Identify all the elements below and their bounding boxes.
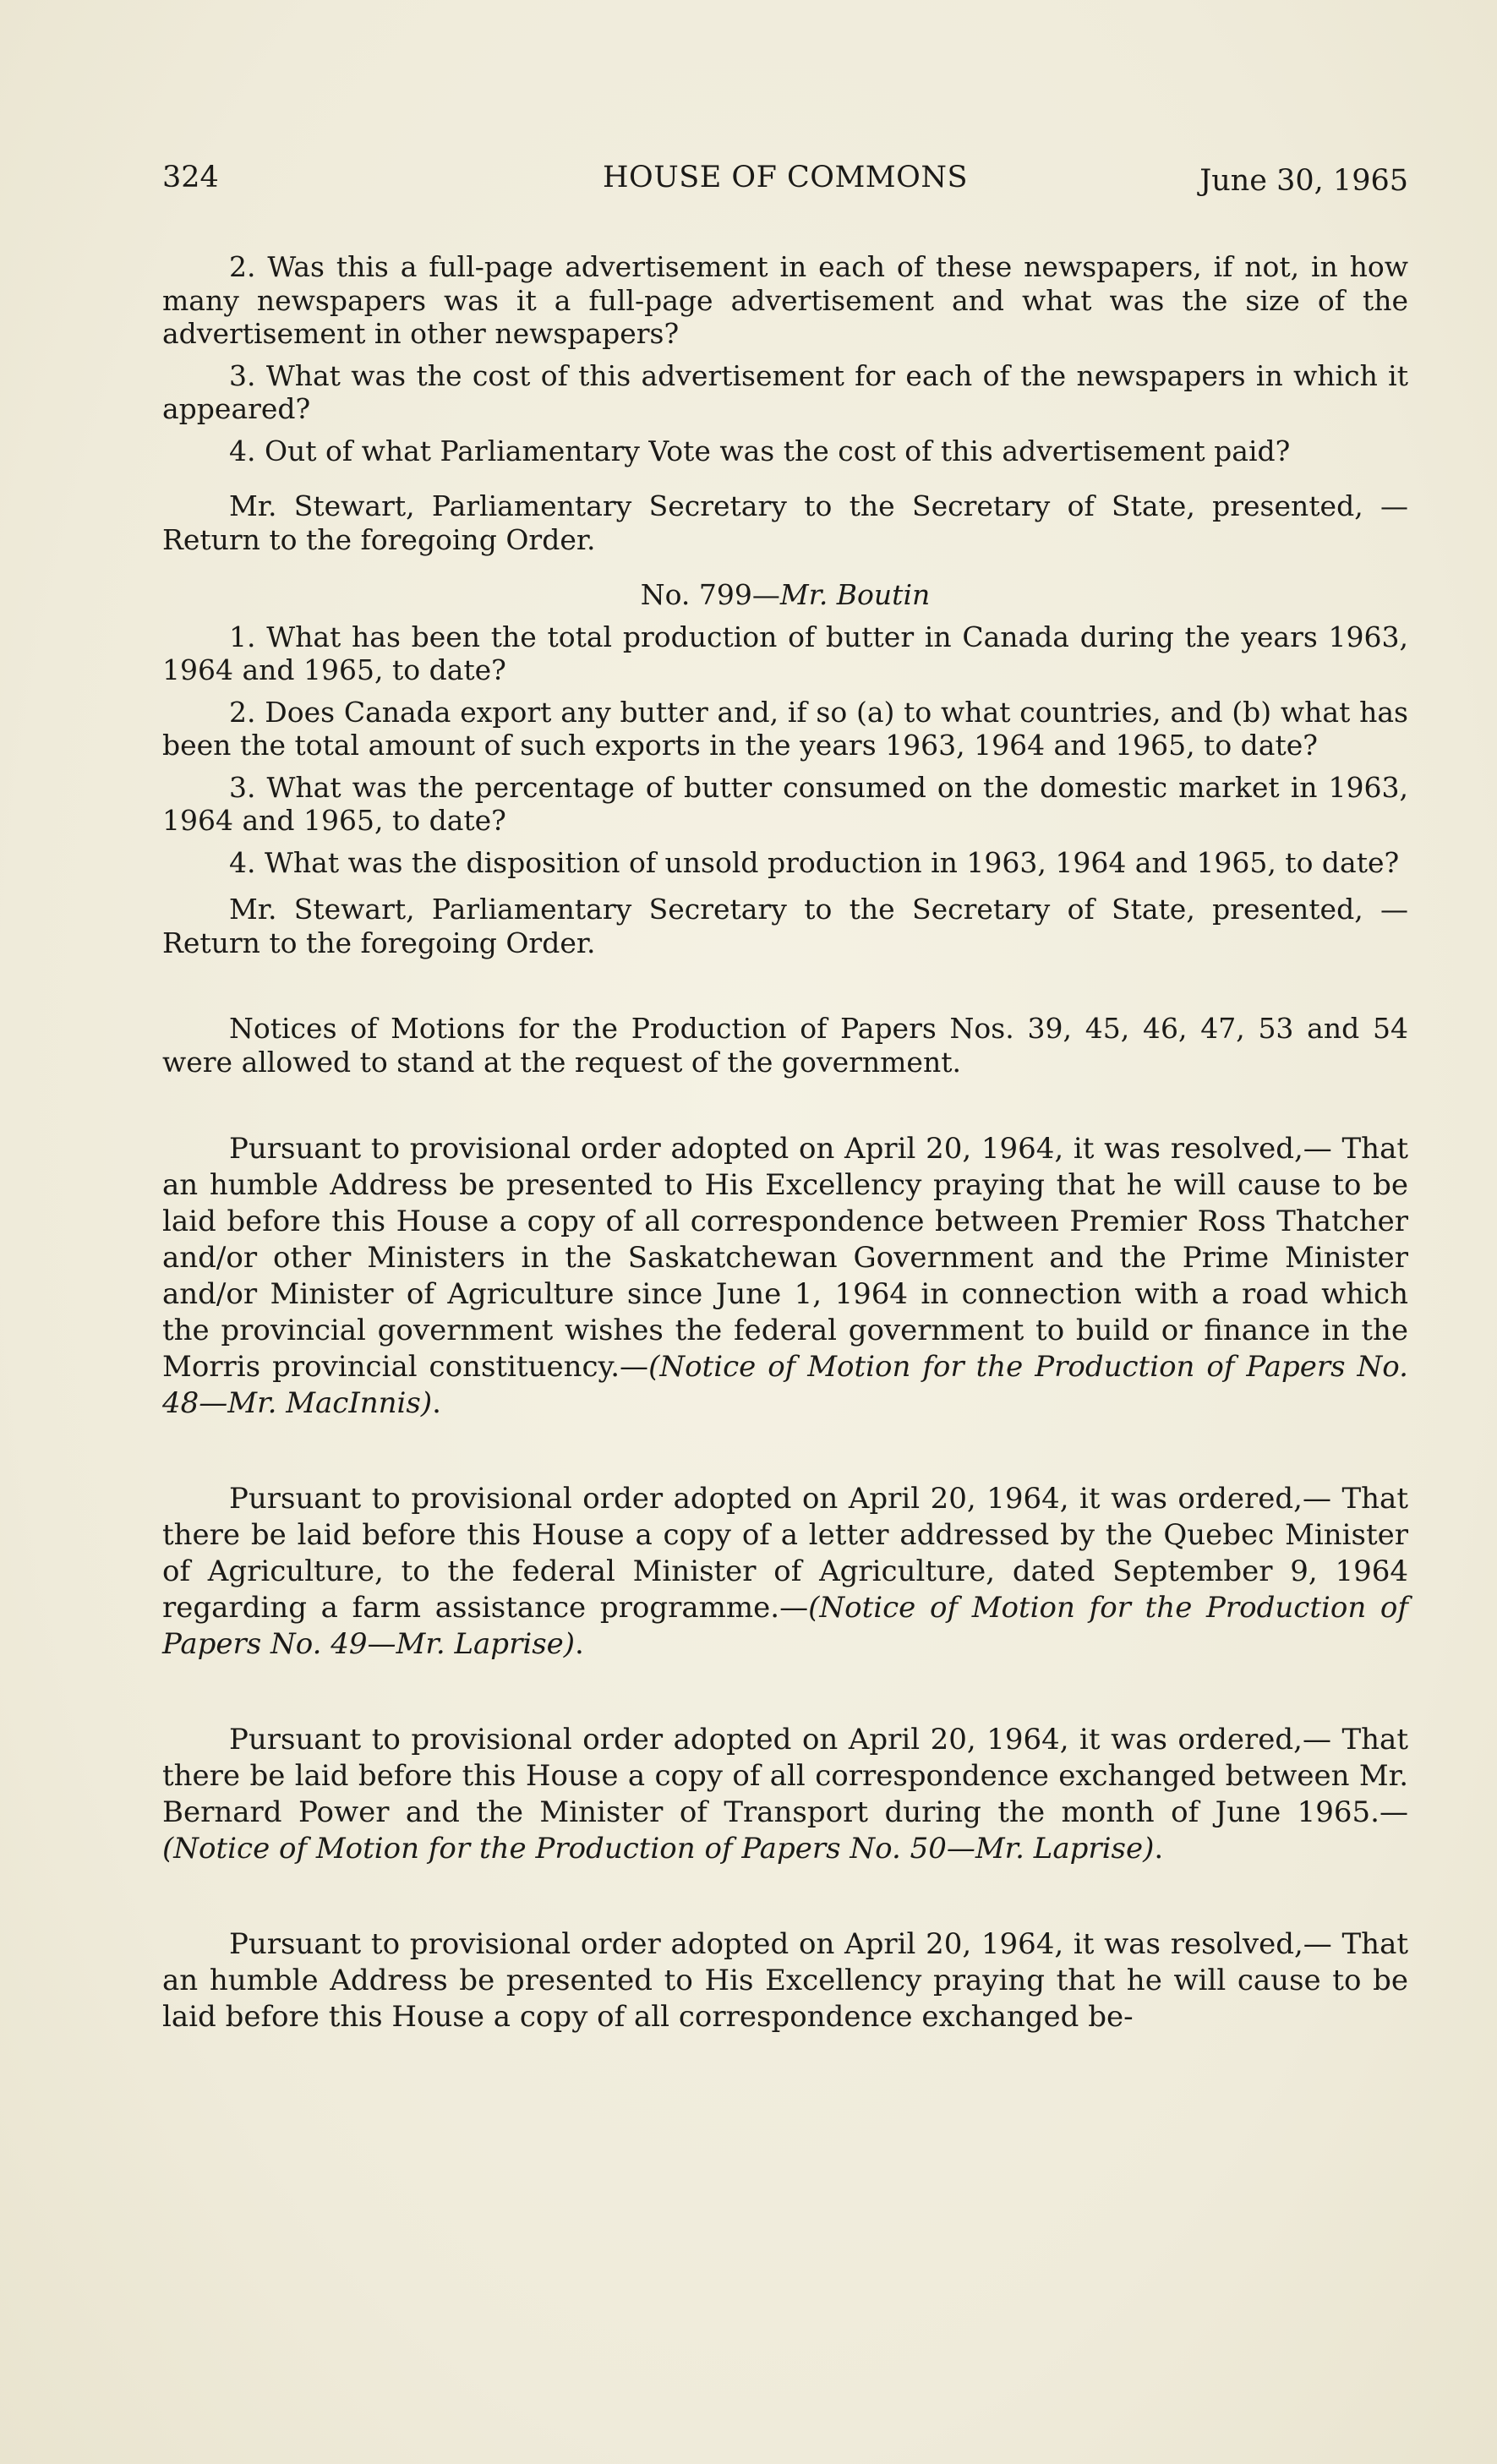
motion-50-citation: (Notice of Motion for the Production of Papers No. 50—Mr. Laprise) — [162, 1832, 1155, 1866]
notices-allowed-to-stand: Notices of Motions for the Production of Papers Nos. 39, 45, 46, 47, 53 and 54 were allowed to stand at the request of the government. — [162, 1012, 1408, 1079]
motion-49-citation: (Notice of Motion for the Production of Papers No. 49—Mr. Laprise) — [162, 1591, 1408, 1661]
return-798: Mr. Stewart, Parliamentary Secretary to the Secretary of State, presented, —Return to the foregoing Order. — [162, 489, 1408, 556]
motion-49-text: Pursuant to provisional order adopted on April 20, 1964, it was ordered,— That there be laid before this House a copy of a letter addressed by the Quebec Minister of Agriculture, to the federal Minister of Agriculture, dated September 9, 1964 regarding a farm assistance programme.— — [162, 1482, 1408, 1625]
question-799-part-4: 4. What was the disposition of unsold production in 1963, 1964 and 1965, to date? — [229, 845, 1400, 879]
running-title: HOUSE OF COMMONS — [603, 161, 968, 194]
question-798-part-4: 4. Out of what Parliamentary Vote was the cost of this advertisement paid? — [229, 434, 1291, 467]
return-799: Mr. Stewart, Parliamentary Secretary to the Secretary of State, presented, —Return to the foregoing Order. — [162, 893, 1408, 959]
motion-50 — [162, 1722, 1408, 1867]
motion-48 — [162, 1131, 1408, 1422]
question-798-part-2: 2. Was this a full-page advertisement in each of these newspapers, if not, in how many newspapers was it a full-page advertisement and what was the size of the advertisement in other newspapers? — [162, 250, 1408, 350]
motion-49-end: . — [575, 1627, 584, 1661]
motion-48-end: . — [432, 1386, 441, 1420]
motion-50-text: Pursuant to provisional order adopted on April 20, 1964, it was ordered,— That there be laid before this House a copy of all correspondence exchanged between Mr. Bernard Power and the Minister of Transport during the month of June 1965.— — [162, 1723, 1408, 1829]
motion-49 — [162, 1481, 1408, 1663]
page-number: 324 — [162, 161, 219, 194]
motion-48-citation: (Notice of Motion for the Production of Papers No. 48—Mr. MacInnis) — [162, 1350, 1408, 1420]
question-799-part-2: 2. Does Canada export any butter and, if so (a) to what countries, and (b) what has been the total amount of such exports in the years 1963, 1964 and 1965, to date? — [162, 695, 1408, 762]
page-body — [162, 250, 1408, 2035]
question-799-heading — [162, 578, 1408, 612]
motion-48-text: Pursuant to provisional order adopted on April 20, 1964, it was resolved,— That an humble Address be presented to His Excellency praying that he will cause to be laid before this House a copy of all correspondence between Premier Ross Thatcher and/or other Ministers in the Saskatchewan Government and the Prime Minister and/or Minister of Agriculture since June 1, 1964 in connection with a road which the provincial government wishes the federal government to build or finance in the Morris provincial constituency.— — [162, 1132, 1408, 1384]
page-header — [162, 159, 1408, 196]
question-799-part-3: 3. What was the percentage of butter consumed on the domestic market in 1963, 1964 and 1965, to date? — [162, 770, 1408, 837]
question-798-part-3: 3. What was the cost of this advertisement for each of the newspapers in which it appeared? — [162, 358, 1408, 425]
question-799-member: Mr. Boutin — [779, 578, 931, 611]
motion-next: Pursuant to provisional order adopted on April 20, 1964, it was resolved,— That an humble Address be presented to His Excellency praying that he will cause to be laid before this House a copy of all correspondence exchanged be- — [162, 1927, 1408, 2034]
question-799-number: No. 799— — [640, 578, 780, 611]
motion-50-end: . — [1154, 1832, 1164, 1866]
page-date: June 30, 1965 — [1199, 164, 1408, 198]
question-799-part-1: 1. What has been the total production of butter in Canada during the years 1963, 1964 and 1965, to date? — [162, 620, 1408, 686]
